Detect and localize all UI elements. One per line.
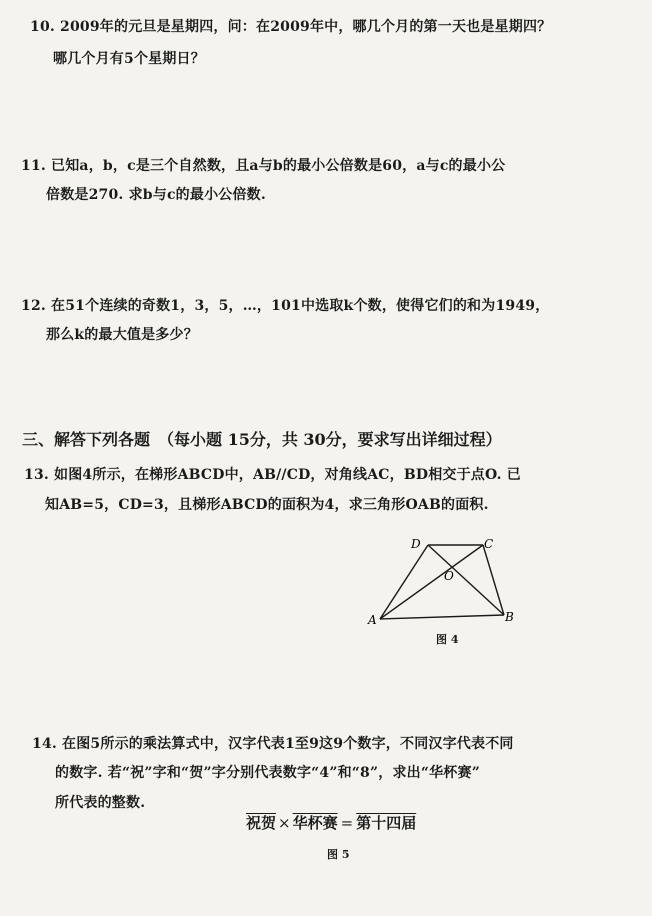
- q10-line-2: 哪几个月有5个星期日？: [53, 51, 205, 67]
- label-b: B: [505, 610, 514, 624]
- section-3-title: 三、解答下列各题 （每小题 15分，共 30分，要求写出详细过程）: [22, 430, 502, 449]
- multiplication-formula: [246, 812, 416, 833]
- q14-line-3: 所代表的整数.: [55, 795, 146, 811]
- q14-line-1: 14. 在图5所示的乘法算式中，汉字代表1至9这9个数字，不同汉字代表不同: [32, 736, 514, 752]
- edge-ab: [380, 615, 504, 619]
- q12-line-1: 12. 在51个连续的奇数1，3，5，…，101中选取k个数，使得它们的和为1949，: [21, 298, 550, 314]
- figure-4-trapezoid: [368, 535, 528, 645]
- label-a: A: [368, 613, 377, 627]
- figure-4-caption: 图 4: [436, 633, 459, 646]
- q14-line-2: 的数字. 若“祝”字和“贺”字分别代表数字“4”和“8”，求出“华杯赛”: [55, 765, 480, 781]
- edge-ad: [380, 545, 428, 619]
- formula-times: ×: [278, 814, 291, 832]
- label-d: D: [411, 537, 421, 551]
- formula-result: 第十四届: [356, 814, 417, 832]
- q11-line-1: 11. 已知a，b，c是三个自然数，且a与b的最小公倍数是60，a与c的最小公: [21, 158, 506, 174]
- q13-line-2: 知AB=5，CD=3，且梯形ABCD的面积为4，求三角形OAB的面积.: [45, 497, 489, 513]
- q12-line-2: 那么k的最大值是多少？: [46, 327, 198, 343]
- label-o: O: [444, 569, 454, 583]
- figure-5-caption: 图 5: [327, 848, 350, 861]
- label-c: C: [484, 537, 494, 551]
- diagonal-bd: [428, 545, 504, 615]
- formula-equals: =: [340, 814, 354, 832]
- q13-line-1: 13. 如图4所示，在梯形ABCD中，AB//CD，对角线AC，BD相交于点O. 已: [24, 467, 521, 483]
- q11-line-2: 倍数是270. 求b与c的最小公倍数.: [46, 187, 266, 203]
- formula-term-1: 祝贺: [246, 814, 277, 832]
- q10-line-1: 10. 2009年的元旦是星期四，问：在2009年中，哪几个月的第一天也是星期四？: [30, 19, 552, 35]
- formula-term-2: 华杯赛: [292, 814, 338, 832]
